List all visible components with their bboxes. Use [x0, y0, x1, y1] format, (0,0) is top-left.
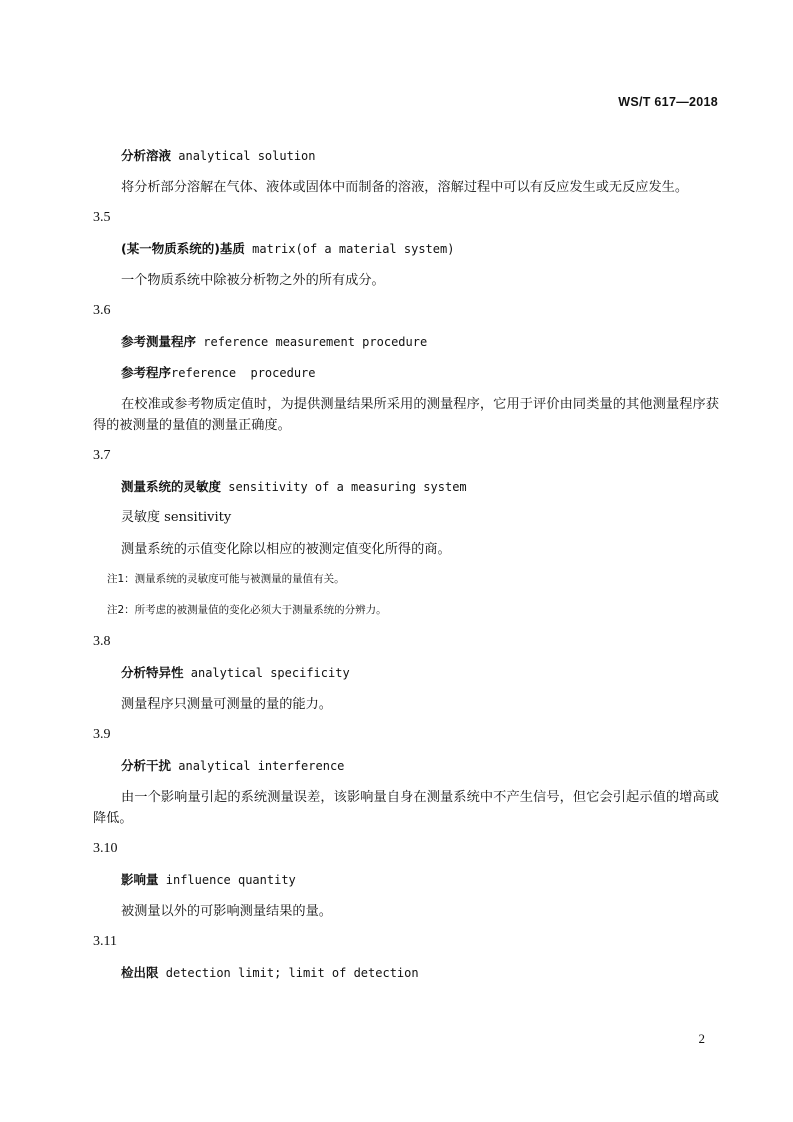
- clause-number-3-7: 3.7: [93, 448, 111, 463]
- clause-number-3-9: 3.9: [93, 727, 111, 742]
- term-reference-measurement-procedure: [93, 332, 719, 351]
- term-chinese: 检出限: [121, 965, 159, 980]
- term-analytical-interference: [93, 756, 719, 775]
- term-english: analytical interference: [171, 759, 345, 773]
- note-1: 注1：测量系统的灵敏度可能与被测量的量值有关。: [107, 573, 345, 585]
- term-chinese: 分析溶液: [121, 148, 172, 163]
- term-chinese: (某一物质系统的)基质: [121, 241, 245, 256]
- synonym-chinese: 参考程序: [121, 365, 172, 380]
- definition-analytical-specificity: 测量程序只测量可测量的量的能力。: [121, 697, 332, 712]
- term-sensitivity-of-measuring-system: [93, 477, 719, 496]
- definition-reference-measurement-procedure: 在校准或参考物质定值时，为提供测量结果所采用的测量程序，它用于评价由同类量的其他测量程序获得的被测量的量值的测量正确度。: [93, 397, 719, 433]
- note-2: 注2：所考虑的被测量值的变化必须大于测量系统的分辨力。: [107, 604, 387, 616]
- definition-analytical-solution: 将分析部分溶解在气体、液体或固体中而制备的溶液，溶解过程中可以有反应发生或无反应发生。: [121, 180, 689, 195]
- clause-number-3-5: 3.5: [93, 210, 111, 225]
- term-english: analytical solution: [171, 149, 316, 163]
- definition-sensitivity: 测量系统的示值变化除以相应的被测定值变化所得的商。: [121, 542, 451, 557]
- term-english: detection limit; limit of detection: [158, 966, 419, 980]
- term-english: matrix(of a material system): [244, 242, 455, 256]
- term-english: reference measurement procedure: [196, 335, 428, 349]
- term-chinese: 分析特异性: [121, 665, 184, 680]
- synonym-english: reference procedure: [171, 366, 316, 380]
- term-matrix: [93, 239, 719, 258]
- term-influence-quantity: [93, 870, 719, 889]
- synonym-chinese: 灵敏度: [121, 510, 161, 525]
- term-analytical-solution: [93, 146, 719, 165]
- synonym-english: sensitivity: [160, 510, 232, 525]
- term-detection-limit: [93, 963, 719, 982]
- term-english: analytical specificity: [183, 666, 350, 680]
- document-body: [93, 146, 719, 994]
- clause-number-3-8: 3.8: [93, 634, 111, 649]
- term-chinese: 参考测量程序: [121, 334, 197, 349]
- definition-matrix: 一个物质系统中除被分析物之外的所有成分。: [121, 273, 385, 288]
- clause-number-3-11: 3.11: [93, 934, 117, 949]
- synonym-sensitivity: [93, 508, 719, 527]
- synonym-reference-procedure: [93, 363, 719, 382]
- term-english: sensitivity of a measuring system: [221, 480, 467, 494]
- standard-number-header: WS/T 617—2018: [618, 95, 718, 109]
- definition-analytical-interference: 由一个影响量引起的系统测量误差，该影响量自身在测量系统中不产生信号，但它会引起示值的增高或降低。: [93, 790, 719, 826]
- term-chinese: 测量系统的灵敏度: [121, 479, 222, 494]
- term-chinese: 影响量: [121, 872, 159, 887]
- definition-influence-quantity: 被测量以外的可影响测量结果的量。: [121, 904, 332, 919]
- page-number: 2: [698, 1031, 705, 1046]
- term-chinese: 分析干扰: [121, 758, 172, 773]
- term-analytical-specificity: [93, 663, 719, 682]
- clause-number-3-10: 3.10: [93, 841, 118, 856]
- clause-number-3-6: 3.6: [93, 303, 111, 318]
- term-english: influence quantity: [158, 873, 296, 887]
